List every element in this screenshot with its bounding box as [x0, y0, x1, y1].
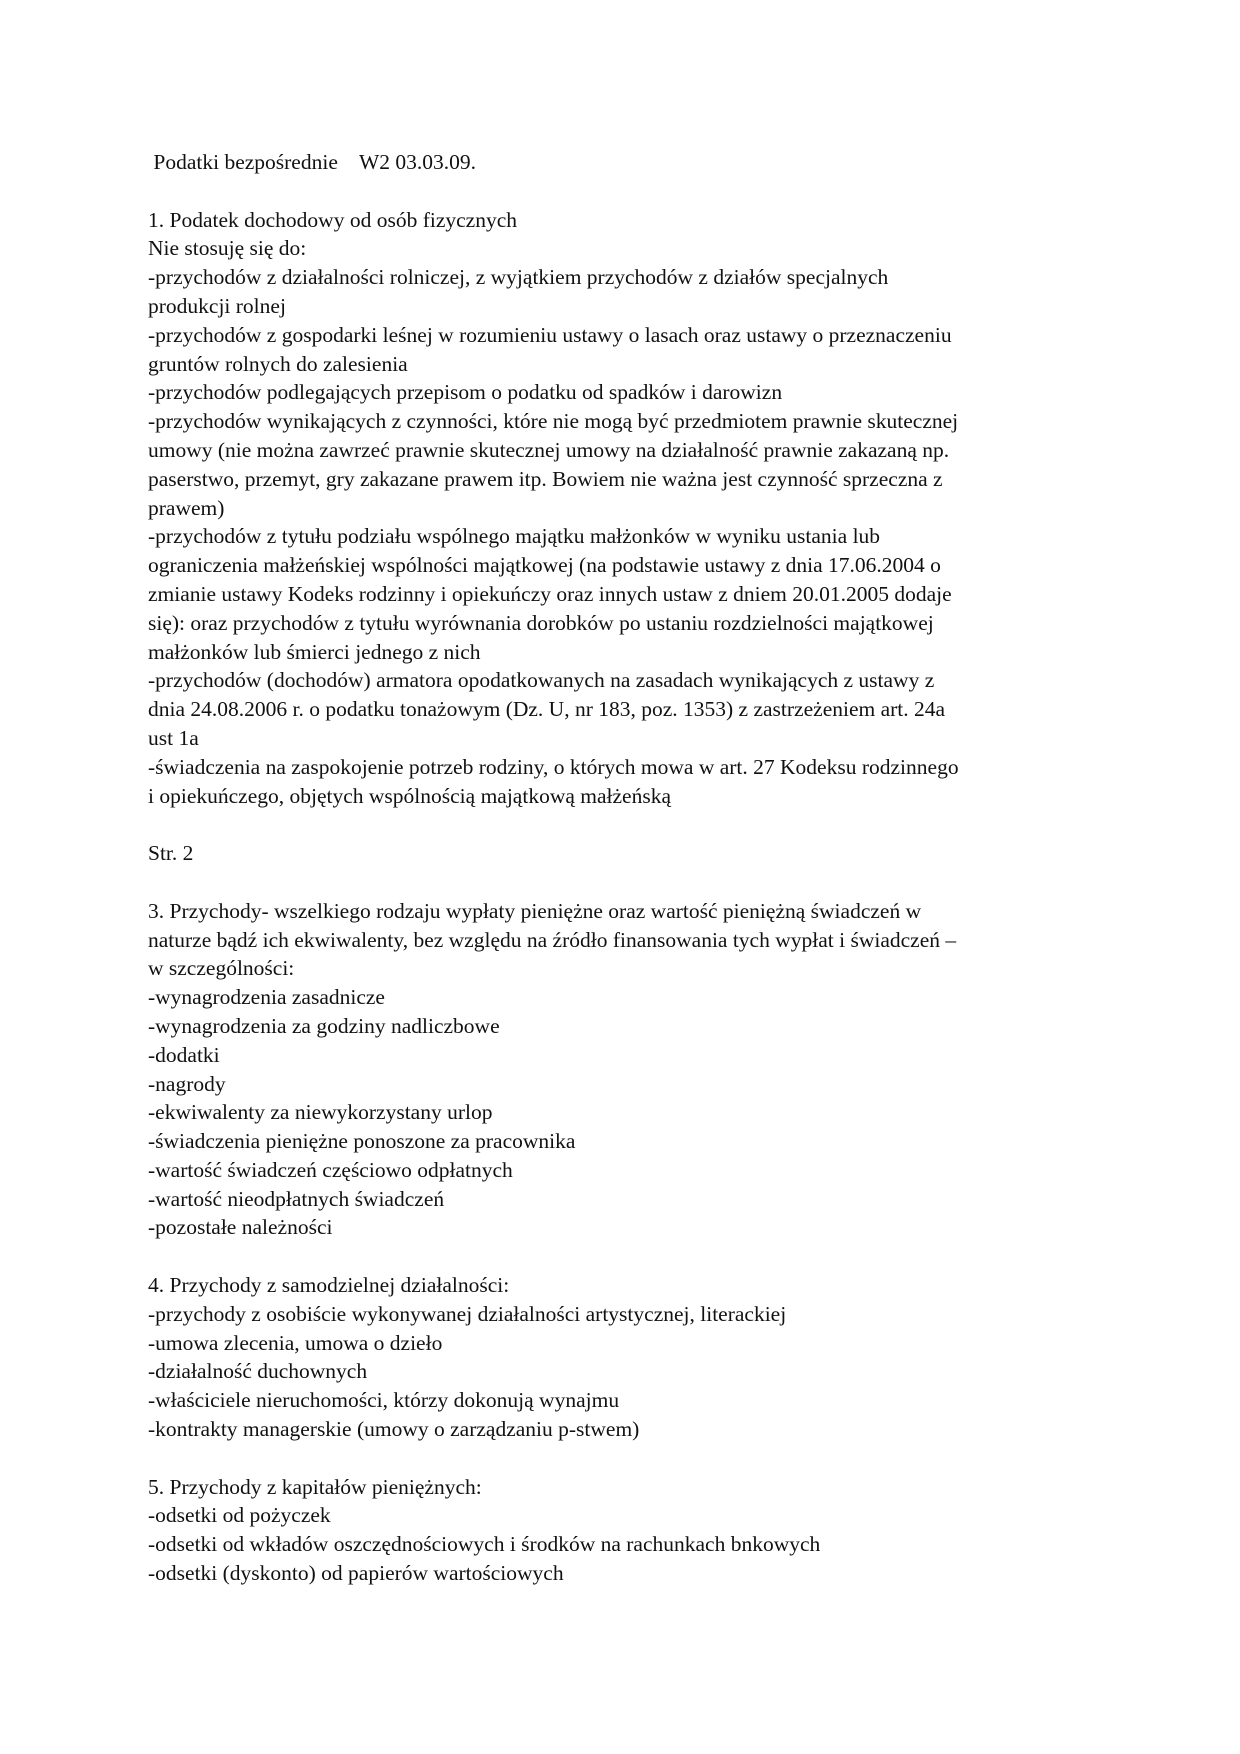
section-1-line: zmianie ustawy Kodeks rodzinny i opiekuńczy oraz innych ustaw z dniem 20.01.2005 dodaje [148, 581, 952, 606]
section-5-line: -odsetki (dyskonto) od papierów wartościowych [148, 1561, 564, 1586]
section-3-line: -wartość nieodpłatnych świadczeń [148, 1186, 445, 1211]
section-1-line: ograniczenia małżeńskiej wspólności majątkowej (na podstawie ustawy z dnia 17.06.2004 o [148, 553, 941, 578]
section-1-line: prawem) [148, 495, 225, 520]
section-1-line: -przychodów podlegających przepisom o podatku od spadków i darowizn [148, 380, 783, 405]
section-1-line: się): oraz przychodów z tytułu wyrównania dorobków po ustaniu rozdzielności majątkowej [148, 610, 934, 635]
section-4-line: -przychody z osobiście wykonywanej działalności artystycznej, literackiej [148, 1301, 787, 1326]
blank-line [148, 177, 1098, 206]
section-5-line: -odsetki od pożyczek [148, 1503, 331, 1528]
blank-line [148, 1444, 1098, 1473]
section-1-line: i opiekuńczego, objętych wspólnością majątkową małżeńską [148, 783, 672, 808]
section-3-line: -świadczenia pieniężne ponoszone za pracownika [148, 1129, 576, 1154]
section-5 [148, 1473, 1098, 1588]
section-3-line: -nagrody [148, 1071, 226, 1096]
blank-line [148, 1242, 1098, 1271]
blank-line [148, 810, 1098, 839]
section-1-line: -przychodów z gospodarki leśnej w rozumieniu ustawy o lasach oraz ustawy o przeznaczeniu [148, 322, 952, 347]
page-marker: Str. 2 [148, 841, 194, 866]
section-3-line: 3. Przychody- wszelkiego rodzaju wypłaty pieniężne oraz wartość pieniężną świadczeń w [148, 898, 922, 923]
section-1-line: -przychodów wynikających z czynności, które nie mogą być przedmiotem prawnie skutecznej [148, 409, 959, 434]
section-1-line: gruntów rolnych do zalesienia [148, 351, 408, 376]
section-1-line: paserstwo, przemyt, gry zakazane prawem itp. Bowiem nie ważna jest czynność sprzeczna z [148, 466, 943, 491]
section-3-line: -ekwiwalenty za niewykorzystany urlop [148, 1100, 493, 1125]
section-1-line: -przychodów (dochodów) armatora opodatkowanych na zasadach wynikających z ustawy z [148, 668, 935, 693]
section-1-line: -przychodów z działalności rolniczej, z wyjątkiem przychodów z działów specjalnych [148, 265, 889, 290]
section-3-line: -wynagrodzenia zasadnicze [148, 985, 385, 1010]
blank-line [148, 868, 1098, 897]
section-1-line: -świadczenia na zaspokojenie potrzeb rodziny, o których mowa w art. 27 Kodeksu rodzinnego [148, 754, 959, 779]
section-3-line: -wynagrodzenia za godziny nadliczbowe [148, 1013, 500, 1038]
section-4 [148, 1271, 1098, 1444]
document-page [148, 148, 1098, 1588]
section-1-line: produkcji rolnej [148, 293, 286, 318]
section-4-line: 4. Przychody z samodzielnej działalności: [148, 1273, 510, 1298]
section-1-line: dnia 24.08.2006 r. o podatku tonażowym (Dz. U, nr 183, poz. 1353) z zastrzeżeniem art. 24a [148, 697, 946, 722]
section-3-line: w szczególności: [148, 956, 295, 981]
section-5-line: 5. Przychody z kapitałów pieniężnych: [148, 1474, 482, 1499]
document-header: Podatki bezpośrednie W2 03.03.09. [148, 150, 477, 174]
section-3-line: -pozostałe należności [148, 1215, 333, 1240]
section-3-line: -wartość świadczeń częściowo odpłatnych [148, 1157, 513, 1182]
section-5-line: -odsetki od wkładów oszczędnościowych i środków na rachunkach bnkowych [148, 1532, 821, 1557]
section-1-intro: Nie stosuję się do: [148, 236, 307, 261]
section-1-line: małżonków lub śmierci jednego z nich [148, 639, 481, 664]
section-4-line: -umowa zlecenia, umowa o dzieło [148, 1330, 443, 1355]
section-3-line: naturze bądź ich ekwiwalenty, bez względu na źródło finansowania tych wypłat i świadczeń – [148, 927, 957, 952]
section-4-line: -działalność duchownych [148, 1359, 368, 1384]
section-3 [148, 897, 1098, 1243]
section-3-line: -dodatki [148, 1042, 220, 1067]
section-4-line: -właściciele nieruchomości, którzy dokonują wynajmu [148, 1388, 620, 1413]
section-1-heading: 1. Podatek dochodowy od osób fizycznych [148, 207, 518, 232]
section-1-line: umowy (nie można zawrzeć prawnie skutecznej umowy na działalność prawnie zakazaną np. [148, 437, 950, 462]
section-1 [148, 206, 1098, 811]
section-1-line: -przychodów z tytułu podziału wspólnego majątku małżonków w wyniku ustania lub [148, 524, 881, 549]
section-1-line: ust 1a [148, 725, 199, 750]
section-4-line: -kontrakty managerskie (umowy o zarządzaniu p-stwem) [148, 1417, 640, 1442]
